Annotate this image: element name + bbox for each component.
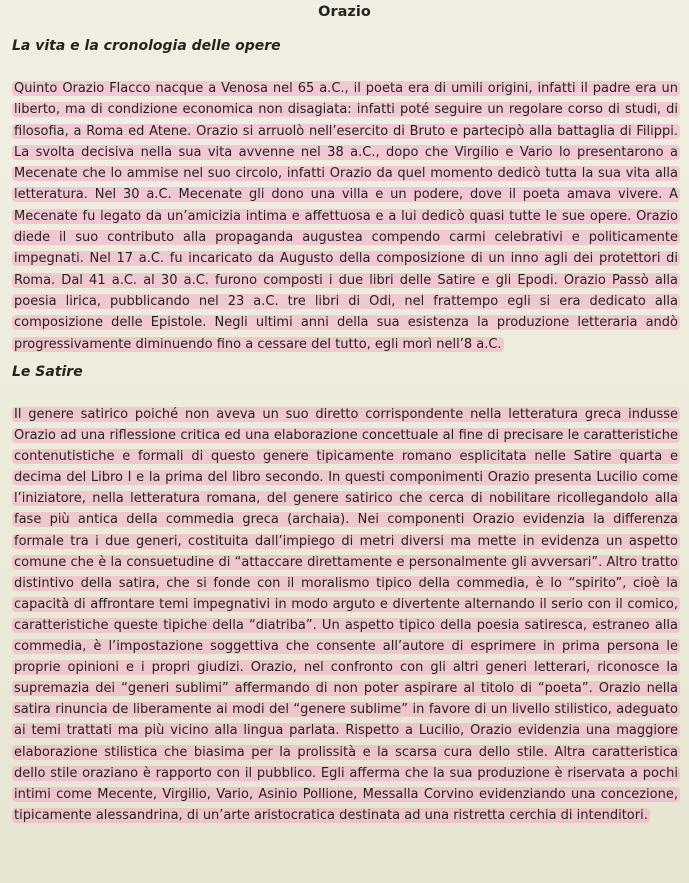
- paragraph-satire: [12, 404, 680, 826]
- section-heading-satire: Le Satire: [12, 364, 83, 380]
- highlighted-text-satire: Il genere satirico poiché non aveva un suo diretto corrispondente nella letteratura greca indusse Orazio ad una riflessione critica ed una elaborazione concettuale al fine di precisare le caratteristiche contenutistiche e formali di questo genere tipicamente romano esplicitata nelle Satire quarta e decima del Libro I e la prima del libro secondo. In questi componimenti Orazio presenta Lucilio come l’iniziatore, nella letteratura romana, del genere satirico che cerca di nobilitare ricollegandolo alla fase più antica della commedia greca (archaia). Nei componenti Orazio evidenzia la differenza formale tra i due generi, costituita dall’impiego di metri diversi ma mette in evidenza un aspetto comune che è la consuetudine di “attaccare direttamente e personalmente gli avversari”. Altro tratto distintivo della satira, che si fonde con il moralismo tipico della commedia, è lo “spirito”, cioè la capacità di affrontare temi impegnativi in modo arguto e divertente alternando il serio con il comico, caratteristiche queste tipiche della “diatriba”. Un aspetto tipico della poesia satiresca, estraneo alla commedia, è l’impostazione soggettiva che consente all’autore di esprimere in prima persona le proprie opinioni e i propri giudizi. Orazio, nel confronto con gli altri generi letterari, riconosce la supremazia dei “generi sublimi” affermando di non poter aspirare al titolo di “poeta”. Orazio nella satira rinuncia de liberamente ai modi del “genere sublime” in favore di un livello stilistico, adeguato ai temi trattati ma più vicino alla lingua parlata. Rispetto a Lucilio, Orazio evidenzia una maggiore elaborazione stilistica che biasima per la prolissità e la scarsa cura dello stile. Altra caratteristica dello stile oraziano è rapporto con il pubblico. Egli afferma che la sua produzione è riservata a pochi intimi come Mecente, Virgilio, Vario, Asinio Pollione, Messalla Corvino evidenziando una concezione, tipicamente alessandrina, di un’arte aristocratica destinata ad una ristretta cerchia di intenditori.: [14, 407, 678, 823]
- page-title: Orazio: [318, 4, 371, 20]
- highlighted-text-life: Quinto Orazio Flacco nacque a Venosa nel 65 a.C., il poeta era di umili origini, infatti il padre era un liberto, ma di condizione economica non disagiata: infatti poté seguire un regolare corso di studi, di filosofia, a Roma ed Atene. Orazio si arruolò nell’esercito di Bruto e partecipò alla battaglia di Filippi. La svolta decisiva nella sua vita avvenne nel 38 a.C., dopo che Virgilio e Vario lo presentarono a Mecenate che lo ammise nel suo circolo, infatti Orazio da quel momento dedicò tutta la sua vita alla letteratura. Nel 30 a.C. Mecenate gli dono una villa e un podere, dove il poeta amava vivere. A Mecenate fu legato da un’amicizia intima e affettuosa e a lui dedicò quasi tutte le sue opere. Orazio diede il suo contributo alla propaganda augustea compendo carmi celebrativi e politicamente impegnati. Nel 17 a.C. fu incaricato da Augusto della composizione di un inno agli dei protettori di Roma. Dal 41 a.C. al 30 a.C. furono composti i due libri delle Satire e gli Epodi. Orazio Passò alla poesia lirica, pubblicando nel 23 a.C. tre libri di Odi, nel frattempo egli si era dedicato alla composizione delle Epistole. Negli ultimi anni della sua esistenza la produzione letteraria andò progressivamente diminuendo fino a cessare del tutto, egli morì nell’8 a.C.: [14, 81, 678, 352]
- section-heading-life: La vita e la cronologia delle opere: [12, 38, 281, 54]
- paragraph-life: [12, 78, 680, 355]
